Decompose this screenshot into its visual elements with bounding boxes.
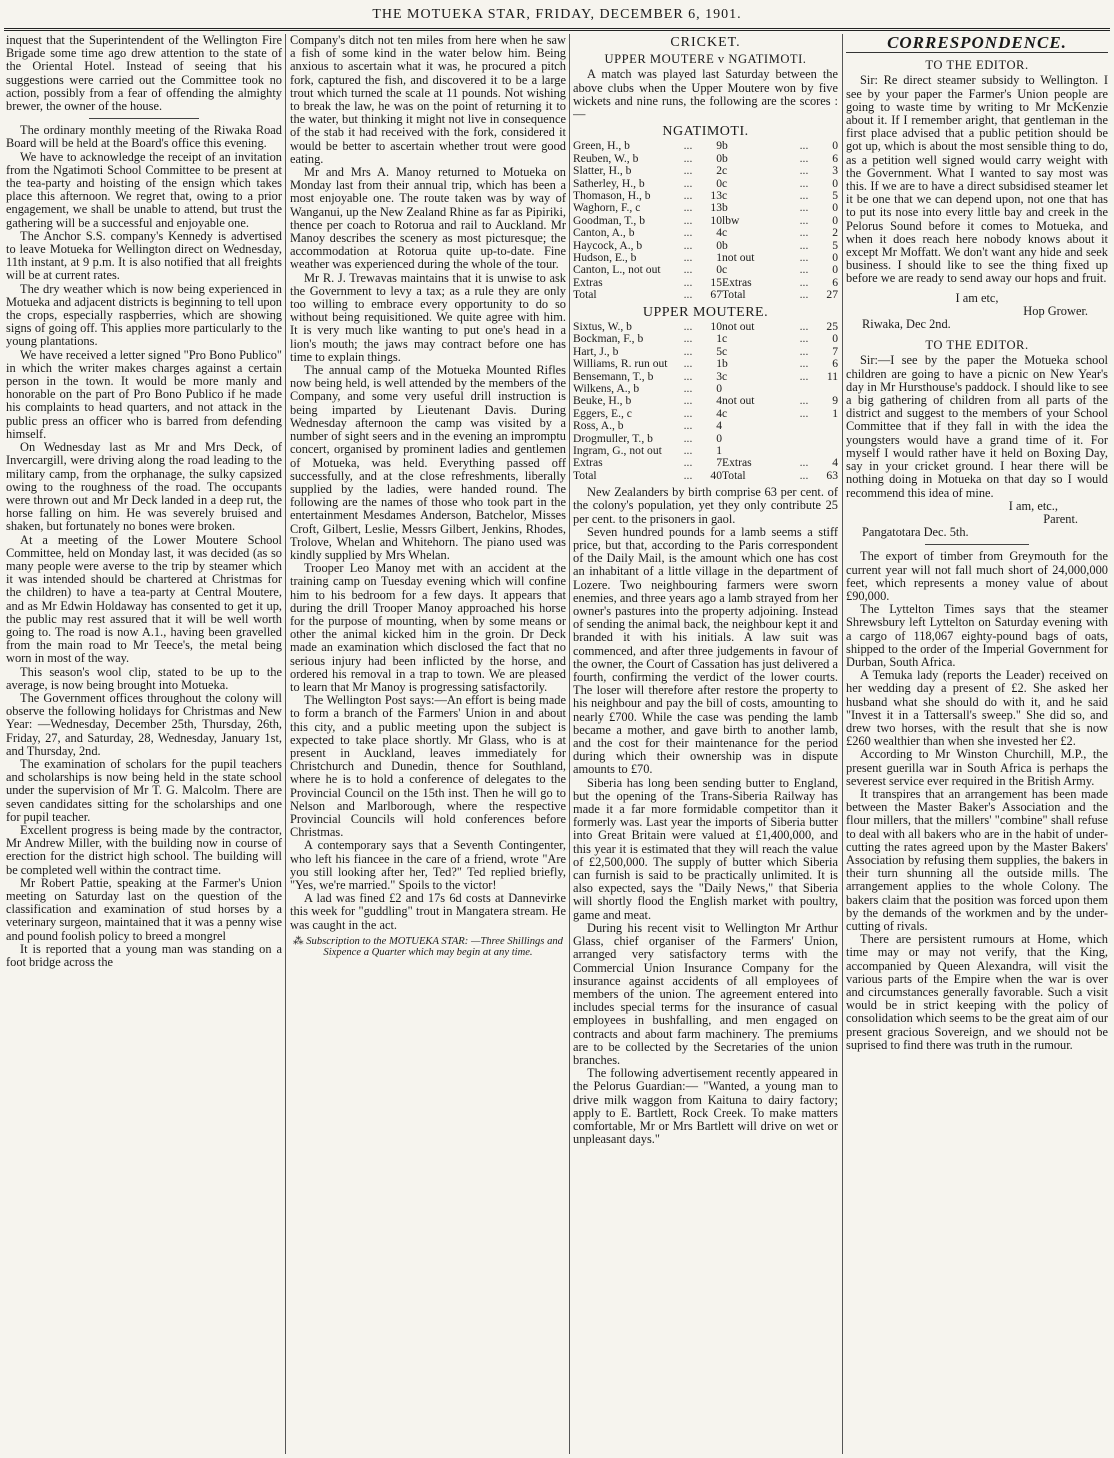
score-cell-player: Thomason, H., b	[573, 189, 651, 203]
score-cell-d: ...	[683, 419, 693, 433]
score-cell-runs2: 0	[832, 201, 838, 215]
score-cell-player: Total	[573, 288, 597, 302]
score-cell-d: ...	[799, 456, 809, 470]
score-cell-d: ...	[799, 164, 809, 178]
correspondence-heading: CORRESPONDENCE.	[846, 36, 1108, 53]
score-cell-d: ...	[683, 139, 693, 153]
letter-place-date: Pangatotara Dec. 5th.	[862, 525, 969, 540]
article-paragraph: Mr R. J. Trewavas maintains that it is unwise to ask the Government to levy a tax; as a rule they are only too willing to embrace every opportunity to do so without being requisitioned. We quite agree with him. It is very much like wanting to put one's head in a lion's mouth; the jaws may contract before one has time to explain things.	[290, 270, 566, 364]
score-cell-how: b	[722, 201, 728, 215]
score-cell-runs: 0	[716, 381, 722, 395]
article-paragraph: The following advertisement recently appeared in the Pelorus Guardian:— "Wanted, a young man to drive milk waggon from Kaituna to dairy factory; apply to E. Bartlett, Rock Creek. To make matters comfortable, Mr or Mrs Bartlett will drive on wet or unpleasant days."	[573, 1066, 838, 1147]
masthead-rule	[4, 28, 1110, 31]
score-cell-d	[792, 433, 816, 445]
score-row	[573, 140, 838, 152]
article-paragraph: Excellent progress is being made by the contractor, Mr Andrew Miller, with the building now in course of erection for the district high school. The building will be completed well within the contract time.	[6, 822, 282, 877]
score-cell-how	[722, 433, 792, 445]
score-cell-player: Slatter, H., b	[573, 164, 632, 178]
article-paragraph: During his recent visit to Wellington Mr Arthur Glass, chief organiser of the Farmers' Union, arranged very satisfactory terms with the Commercial Union Insurance Company for the insurance against accidents of all employees of members of the union. The agreement entered into includes special terms for the insurance of casual employees in bushfalling, and men engaged on contracts and about farm machinery. The premiums are to be collected by the Secretaries of the union branches.	[573, 920, 838, 1067]
score-cell-d: ...	[683, 319, 693, 333]
score-cell-d: ...	[799, 369, 809, 383]
score-row	[573, 227, 838, 239]
score-cell-runs2	[816, 420, 838, 432]
score-cell-runs2: 11	[826, 369, 838, 383]
letter-heading: TO THE EDITOR.	[925, 338, 1029, 353]
score-row	[573, 395, 838, 407]
score-cell-d: ...	[683, 288, 693, 302]
article-paragraph: It transpires that an arrangement has been made between the Master Baker's Association and the flour millers, that the millers' "combine" shall refuse to deal with all bakers who are in the habit of under-cutting the rates agreed upon by the Master Bakers' Association by refusing them supplies, the bakers in their turn shunning all the outside mills. The arrangement applies to the whole Colony. The bakers claim that the position was forced upon them by the demands of the workmen and by the under-cutting of rivals.	[846, 786, 1108, 933]
score-cell-runs: 1	[716, 251, 722, 265]
score-row	[573, 264, 838, 276]
article-paragraph: At a meeting of the Lower Moutere School Committee, held on Monday last, it was decided (as so many people were averse to the trip by steamer which it was intended should be chartered at Christmas for the children) to have a tea-party at Central Moutere, and as Mr Edwin Holdaway has consented to get it up, the public may rest assured that it will be well worth going to. The road is now A.1., having been gravelled from the main road to Mr Teece's, the metal being worn in most of the way.	[6, 532, 282, 666]
score-cell-d: ...	[683, 456, 693, 470]
score-cell-how: b	[722, 357, 728, 371]
score-cell-runs: 13	[710, 201, 722, 215]
score-total-row	[573, 289, 838, 301]
score-cell-d: ...	[683, 251, 693, 265]
article-paragraph: A contemporary says that a Seventh Contingenter, who left his fiancee in the care of a friend, wrote "Are you still looking after her, Ted?" Ted replied briefly, "Yes, we're married." Spoils to the victor!	[290, 838, 566, 892]
score-cell-runs: 4	[716, 419, 722, 433]
score-row	[573, 445, 838, 457]
score-cell-d: ...	[799, 394, 809, 408]
score-cell-how: not out	[722, 394, 755, 408]
masthead: THE MOTUEKA STAR, FRIDAY, DECEMBER 6, 1901.	[372, 7, 742, 22]
score-cell-runs: 4	[716, 394, 722, 408]
scorecard-upper-moutere	[573, 321, 838, 482]
score-cell-d: ...	[683, 332, 693, 346]
score-cell-d: ...	[799, 176, 809, 190]
score-cell-runs: 0	[716, 176, 722, 190]
score-cell-d	[792, 420, 816, 432]
score-row	[573, 165, 838, 177]
score-cell-d: ...	[683, 213, 693, 227]
letter-signature: Hop Grower.	[1023, 303, 1088, 318]
article-paragraph: The Lyttelton Times says that the steamer Shrewsbury left Lyttelton on Saturday evening with a cargo of 118,067 eighty-pound bags of oats, shipped to the order of the Imperial Government for Durban, South Africa.	[846, 602, 1108, 669]
score-cell-how: Total	[722, 288, 746, 302]
score-cell-runs: 0	[716, 263, 722, 277]
score-cell-runs: 0	[716, 151, 722, 165]
column-4	[846, 34, 1108, 1454]
score-cell-d: ...	[683, 263, 693, 277]
score-cell-player: Wilkens, A., b	[573, 381, 640, 395]
score-cell-runs2: 0	[832, 139, 838, 153]
score-cell-d: ...	[683, 201, 693, 215]
score-cell-runs2: 7	[832, 344, 838, 358]
score-cell-d: ...	[799, 357, 809, 371]
score-cell-how: c	[722, 369, 728, 383]
article-paragraph: The annual camp of the Motueka Mounted Rifles now being held, is well attended by the members of the Company, and some very useful drill instruction is being imparted by Lieutenant Davis. During Wednesday afternoon the camp was visited by a number of sight seers and in the evening an impromptu concert, organised by prominent ladies and gentlemen of Motueka, was held. Everything passed off successfully, and at the close refreshments, liberally supplied by the ladies, were handed round. The following are the names of those who took part in the entertainment Mesdames Anderson, Batchelor, Misses Croft, Gilbert, Leslie, Messrs Gilbert, Jenkins, Rhodes, Trolove, Whelan and Whitehorn. The piano used was kindly supplied by Mrs Whelan.	[290, 363, 566, 562]
team-name: UPPER MOUTERE.	[642, 304, 769, 320]
column-divider	[842, 34, 843, 1454]
score-cell-d: ...	[683, 344, 693, 358]
score-cell-d: ...	[683, 468, 693, 482]
article-paragraph: We have to acknowledge the receipt of an invitation from the Ngatimoti School Committee to be present at the tea-party and hoisting of the ensign which takes place this afternoon. We regret that, owing to a prior engagement, we shall be unable to attend, but trust the gathering will be a successful and enjoyable one.	[6, 149, 282, 230]
score-cell-runs: 4	[716, 406, 722, 420]
score-cell-how: c	[722, 263, 728, 277]
score-cell-how: not out	[722, 251, 755, 265]
score-cell-d: ...	[683, 431, 693, 445]
score-cell-player: Green, H., b	[573, 139, 630, 153]
article-paragraph: A lad was fined £2 and 17s 6d costs at Dannevirke this week for "guddling" trout in Mangatera stream. He was caught in the act.	[290, 891, 566, 932]
score-cell-how: c	[722, 226, 728, 240]
score-cell-player: Total	[573, 468, 597, 482]
score-cell-runs: 1	[716, 332, 722, 346]
score-row	[573, 277, 838, 289]
column-divider	[285, 34, 286, 1454]
score-row	[573, 420, 838, 432]
score-cell-runs2: 9	[832, 394, 838, 408]
score-cell-d: ...	[799, 238, 809, 252]
score-cell-how: c	[722, 344, 728, 358]
score-cell-d: ...	[799, 151, 809, 165]
score-cell-d: ...	[683, 357, 693, 371]
letter-closing: I am etc,	[955, 290, 999, 305]
score-row	[573, 202, 838, 214]
score-cell-d: ...	[799, 468, 809, 482]
column-3	[573, 34, 838, 1454]
article-paragraph: The ordinary monthly meeting of the Riwaka Road Board will be held at the Board's office this evening.	[6, 123, 282, 151]
score-cell-player: Hart, J., b	[573, 344, 619, 358]
score-cell-d: ...	[683, 176, 693, 190]
column-2	[290, 34, 566, 1454]
score-cell-d: ...	[799, 344, 809, 358]
team-name: NGATIMOTI.	[662, 124, 749, 140]
article-paragraph: The examination of scholars for the pupil teachers and scholarships is now being held in the state school under the supervision of Mr T. G. Malcolm. There are seven candidates sitting for the scholarships and one for pupil teacher.	[6, 756, 282, 824]
score-cell-d: ...	[799, 288, 809, 302]
article-separator	[89, 118, 199, 119]
score-cell-player: Extras	[573, 275, 603, 289]
score-cell-d: ...	[799, 251, 809, 265]
article-paragraph: Mr and Mrs A. Manoy returned to Motueka on Monday last from their annual trip, which has been a most enjoyable one. The route taken was by way of Wanganui, up the New Zealand Rhine as far as Pipiriki, thence per coach to Rotorua and rail to Auckland. Mr Manoy describes the scenery as most picturesque; the accommodation at Rotorua quite up-to-date. Fine weather was experienced during the whole of the tour.	[290, 165, 566, 272]
score-cell-runs: 2	[716, 164, 722, 178]
score-row	[573, 358, 838, 370]
cricket-match-title: UPPER MOUTERE v NGATIMOTI.	[604, 52, 807, 67]
letter-closing: I am, etc.,	[1008, 498, 1058, 513]
score-cell-d: ...	[683, 381, 693, 395]
score-cell-d: ...	[683, 369, 693, 383]
score-cell-d: ...	[799, 139, 809, 153]
score-cell-d: ...	[683, 189, 693, 203]
score-cell-d: ...	[683, 275, 693, 289]
score-cell-runs: 40	[710, 468, 722, 482]
cricket-intro: A match was played last Saturday between the above clubs when the Upper Moutere won by five wickets and nine runs, the following are the scores :—	[573, 67, 838, 122]
score-cell-d: ...	[799, 201, 809, 215]
score-cell-runs2: 5	[832, 189, 838, 203]
score-cell-how: b	[722, 238, 728, 252]
article-paragraph: The export of timber from Greymouth for the current year will not fall much short of 24,000,000 feet, which represents a money value of about £90,000.	[846, 549, 1108, 603]
score-cell-d: ...	[683, 406, 693, 420]
score-cell-runs2: 27	[826, 288, 838, 302]
score-cell-runs: 67	[710, 288, 722, 302]
score-cell-player: Williams, R. run out	[573, 357, 668, 371]
score-cell-runs2: 0	[832, 251, 838, 265]
article-paragraph: A Temuka lady (reports the Leader) received on her wedding day a present of £2. She asked her husband what she should do with it, and he said "Invest it in a Tattersall's sweep." She did so, and drew two horses, with the result that she is now £260 wealthier than when she invested her £2.	[846, 668, 1108, 749]
score-cell-player: Sixtus, W., b	[573, 319, 632, 333]
column-divider	[569, 34, 570, 1454]
score-cell-how: c	[722, 189, 728, 203]
score-row	[573, 457, 838, 469]
score-cell-player: Canton, A., b	[573, 226, 635, 240]
score-cell-player: Hudson, E., b	[573, 251, 637, 265]
score-cell-how: Total	[722, 468, 746, 482]
article-paragraph: We have received a letter signed "Pro Bono Publico" in which the writer makes charges against a certain person in the town. It would be more manly and honorable on the part of Pro Bono Publico if he made his complaints to head quarters, and not attack in the public press an officer who is barred from defending himself.	[6, 347, 282, 441]
score-cell-how: c	[722, 332, 728, 346]
score-cell-player: Haycock, A., b	[573, 238, 643, 252]
score-cell-player: Bockman, F., b	[573, 332, 644, 346]
score-cell-how: lbw	[722, 213, 740, 227]
score-cell-runs2	[816, 433, 838, 445]
score-cell-runs2: 6	[832, 151, 838, 165]
score-cell-runs2: 0	[832, 213, 838, 227]
score-cell-how: not out	[722, 319, 755, 333]
score-cell-runs2: 2	[832, 226, 838, 240]
score-cell-how: c	[722, 176, 728, 190]
score-row	[573, 333, 838, 345]
cricket-heading: CRICKET.	[670, 35, 741, 50]
score-cell-runs: 0	[716, 431, 722, 445]
article-paragraph: According to Mr Winston Churchill, M.P., the present guerilla war in South Africa is perhaps the severest service ever required in the British Army.	[846, 747, 1108, 788]
article-paragraph: The Wellington Post says:—An effort is being made to form a branch of the Farmers' Union in and about this city, and a public meeting upon the subject is expected to take place shortly. Mr Glass, who is at present in Auckland, leaves immediately for Christchurch and Dunedin, thence for Southland, where he is to hold a conference of delegates to the Provincial Council on the 15th inst. Then he will go to Nelson and Marlborough, where the respective Provincial Councils will hold conferences before Christmas.	[290, 693, 566, 840]
letter-place-date: Riwaka, Dec 2nd.	[862, 317, 951, 332]
score-cell-runs: 10	[710, 213, 722, 227]
score-cell-how	[722, 420, 792, 432]
article-paragraph: New Zealanders by birth comprise 63 per cent. of the colony's population, yet they only contribute 25 per cent. to the prisoners in gaol.	[573, 485, 838, 526]
score-cell-runs2: 1	[832, 406, 838, 420]
article-paragraph: inquest that the Superintendent of the Wellington Fire Brigade some time ago drew attention to the state of the Oriental Hotel. Instead of seeing that his suggestions were carried out the Committee took no action, possibly from a fear of offending the almighty brewer, the owner of the house.	[6, 34, 282, 114]
article-paragraph: There are persistent rumours at Home, which time may or may not verify, that the King, accompanied by Queen Alexandra, will visit the various parts of the Empire when the war is over and circumstances generally favorable. Such a visit would be in strict keeping with the policy of consolidation which seems to be the great aim of our present gracious Sovereign, and we should not be suprised to find there was truth in the rumour.	[846, 932, 1108, 1052]
score-cell-runs2: 6	[832, 357, 838, 371]
score-cell-runs: 10	[710, 319, 722, 333]
score-cell-runs: 13	[710, 189, 722, 203]
scorecard-ngatimoti	[573, 140, 838, 301]
score-cell-how: Extras	[722, 456, 752, 470]
article-separator	[925, 544, 1030, 545]
score-cell-d: ...	[799, 226, 809, 240]
score-cell-player: Goodman, T., b	[573, 213, 646, 227]
article-paragraph: The dry weather which is now being experienced in Motueka and adjacent districts is beginning to tell upon the crops, especially raspberries, which are showing signs of going off. This applies more particularly to the young plantations.	[6, 281, 282, 349]
score-cell-d: ...	[799, 332, 809, 346]
score-cell-runs: 1	[716, 443, 722, 457]
score-cell-player: Drogmuller, T., b	[573, 431, 653, 445]
score-cell-runs2: 4	[832, 456, 838, 470]
score-cell-runs2: 6	[832, 275, 838, 289]
score-total-row	[573, 470, 838, 482]
score-cell-runs: 5	[716, 344, 722, 358]
score-cell-runs: 3	[716, 369, 722, 383]
score-cell-how: b	[722, 139, 728, 153]
article-paragraph: Siberia has long been sending butter to England, but the opening of the Trans-Siberia Railway has made it a far more formidable competitor than it formerly was. Last year the imports of Siberia butter into Great Britain were valued at £1,400,000, and this year it is estimated that they will reach the value of £2,500,000. The supply of butter which Siberia can furnish is said to be practically unlimited. It is also expected, says the "Daily News," that Siberia will shortly flood the English market with poultry, game and meat.	[573, 775, 838, 922]
score-cell-d: ...	[683, 164, 693, 178]
score-cell-runs2: 63	[826, 468, 838, 482]
score-cell-how: b	[722, 151, 728, 165]
article-paragraph: Mr Robert Pattie, speaking at the Farmer's Union meeting on Saturday last on the question of the classification and examination of stud horses by a veterinary surgeon, maintained that it was a penny wise and pound foolish policy to breed a mongrel	[6, 875, 282, 943]
score-cell-d: ...	[683, 151, 693, 165]
score-cell-runs2: 0	[832, 263, 838, 277]
column-1	[6, 34, 282, 1454]
letter-heading: TO THE EDITOR.	[925, 58, 1029, 73]
score-cell-d: ...	[799, 319, 809, 333]
letter-body: Sir:—I see by the paper the Motueka school children are going to have a picnic on New Year's day in Mr Hursthouse's paddock. I should like to see a big gathering of children from all parts of the district and suggest to the members of your School Committee that if they fall in with the idea the youngsters would have a grand time of it. For myself I would rather have it held on Boxing Day, say in your cricket ground. I hear there will be nothing doing in Motueka on that day so I would recommend this idea of mine.	[846, 353, 1108, 500]
letter-signature: Parent.	[1043, 511, 1078, 526]
score-cell-player: Waghorn, F., c	[573, 201, 641, 215]
score-cell-runs: 0	[716, 238, 722, 252]
score-cell-runs: 1	[716, 357, 722, 371]
article-paragraph: The Government offices throughout the colony will observe the following holidays for Christmas and New Year: —Wednesday, December 25th, Thursday, 26th, Friday, 27, and Saturday, 28, Wednesday, January 1st, and Thursday, 2nd.	[6, 690, 282, 758]
score-cell-runs2: 5	[832, 238, 838, 252]
score-cell-d: ...	[799, 275, 809, 289]
score-cell-player: Ingram, G., not out	[573, 443, 662, 457]
score-cell-runs2: 0	[832, 332, 838, 346]
score-cell-d: ...	[683, 443, 693, 457]
article-paragraph: On Wednesday last as Mr and Mrs Deck, of Invercargill, were driving along the road leading to the military camp, from the orphanage, the sulky capsized owing to the roughness of the road. The occupants were thrown out and Mr Deck landed in a deep rut, the horse falling on him. He was severely bruised and shaken, but fortunately no bones were broken.	[6, 440, 282, 534]
letter-body: Sir: Re direct steamer subsidy to Wellington. I see by your paper the Farmer's Union people are going to waste time by writing to Mr McKenzie about it. If I remember aright, that gentleman in the first place advised that a public petition should be got up, which is about the most sensible thing to do, as a petition well signed would carry weight with the Government. What I wanted to say most was this. If we are to have a direct subsidised steamer let it be one that we can depend upon, not one that has to put its nose into every little bay and creek in the Pelorus Sound before it comes to Motueka, and when it does reach here nobody knows about it except Mr Moffatt. We don't want any hide and seek business. I should like to see the thing fixed up before we are ready to send away our hops and fruit.	[846, 73, 1108, 286]
score-cell-player: Satherley, H., b	[573, 176, 645, 190]
score-cell-runs2: 0	[832, 176, 838, 190]
score-cell-how: Extras	[722, 275, 752, 289]
score-cell-d: ...	[799, 189, 809, 203]
score-cell-d: ...	[683, 394, 693, 408]
score-cell-runs: 4	[716, 226, 722, 240]
score-cell-runs: 7	[716, 456, 722, 470]
article-paragraph: This season's wool clip, stated to be up to the average, is now being brought into Motueka.	[6, 664, 282, 692]
score-cell-d: ...	[683, 226, 693, 240]
score-cell-runs: 9	[716, 139, 722, 153]
score-cell-player: Beuke, H., b	[573, 394, 632, 408]
score-cell-d: ...	[799, 213, 809, 227]
score-cell-how: c	[722, 406, 728, 420]
score-cell-d: ...	[799, 263, 809, 277]
score-cell-runs2: 3	[832, 164, 838, 178]
article-paragraph: It is reported that a young man was standing on a foot bridge across the	[6, 941, 282, 970]
score-cell-player: Eggers, E., c	[573, 406, 632, 420]
score-cell-runs2: 25	[826, 319, 838, 333]
article-paragraph: The Anchor S.S. company's Kennedy is advertised to leave Motueka for Wellington direct on Wednesday, 11th instant, at 9 p.m. It is also notified that all freights will be at current rates.	[6, 228, 282, 283]
score-cell-how: c	[722, 164, 728, 178]
article-paragraph: Seven hundred pounds for a lamb seems a stiff price, but that, according to the Paris correspondent of the Daily Mail, is the amount which one has cost an inhabitant of a little village in the department of Lozere. Two neighbouring farmers were sworn enemies, and three years ago a lamb strayed from her owner's pastures into the property adjoining. Instead of sending the animal back, the neighbour kept it and branded it with his initials. A law suit was commenced, and after three judgements in favour of the owner, the Court of Cassation has just delivered a fourth, confirming the verdict of the lower courts. The loser will therefore after restore the property to his neighbour and pay the bill of costs, amounting to nearly £700. While the case was pending the lamb became a mother, and gave birth to another lamb, and the cost for their maintenance for the period during which their ownership was in dispute amounts to £70.	[573, 524, 838, 777]
score-cell-player: Extras	[573, 456, 603, 470]
score-cell-d: ...	[683, 238, 693, 252]
score-cell-runs: 15	[710, 275, 722, 289]
score-cell-player: Bensemann, T., b	[573, 369, 654, 383]
article-paragraph: Trooper Leo Manoy met with an accident at the training camp on Tuesday evening which will confine him to his bedroom for a few days. It appears that during the drill Trooper Manoy approached his horse for the purpose of mounting, when by some means or other the animal kicked him in the groin. Dr Deck made an examination which disclosed the fact that no serious injury had been inflicted by the horse, and ordered his removal in a trap to town. We are pleased to learn that Mr Manoy is progressing satisfactorily.	[290, 561, 566, 694]
subscription-notice: ⁂ Subscription to the MOTUEKA STAR: —Three Shillings and Sixpence a Quarter which may begin at any time.	[293, 935, 563, 959]
score-cell-player: Ross, A., b	[573, 419, 624, 433]
score-cell-d: ...	[799, 406, 809, 420]
score-cell-player: Canton, L., not out	[573, 263, 661, 277]
score-cell-player: Reuben, W., b	[573, 151, 639, 165]
article-paragraph: Company's ditch not ten miles from here when he saw a fish of some kind in the water below him. Being anxious to ascertain what it was, he procured a pitch fork, captured the fish, and discovered it to be a large trout which turned the scale at 11 pounds. Not wishing to break the law, he was on the point of returning it to the water, but thinking it might not live in consequence of the stab it had received with the fork, considered it would be better to ascertain whether trout were good eating.	[290, 34, 566, 166]
